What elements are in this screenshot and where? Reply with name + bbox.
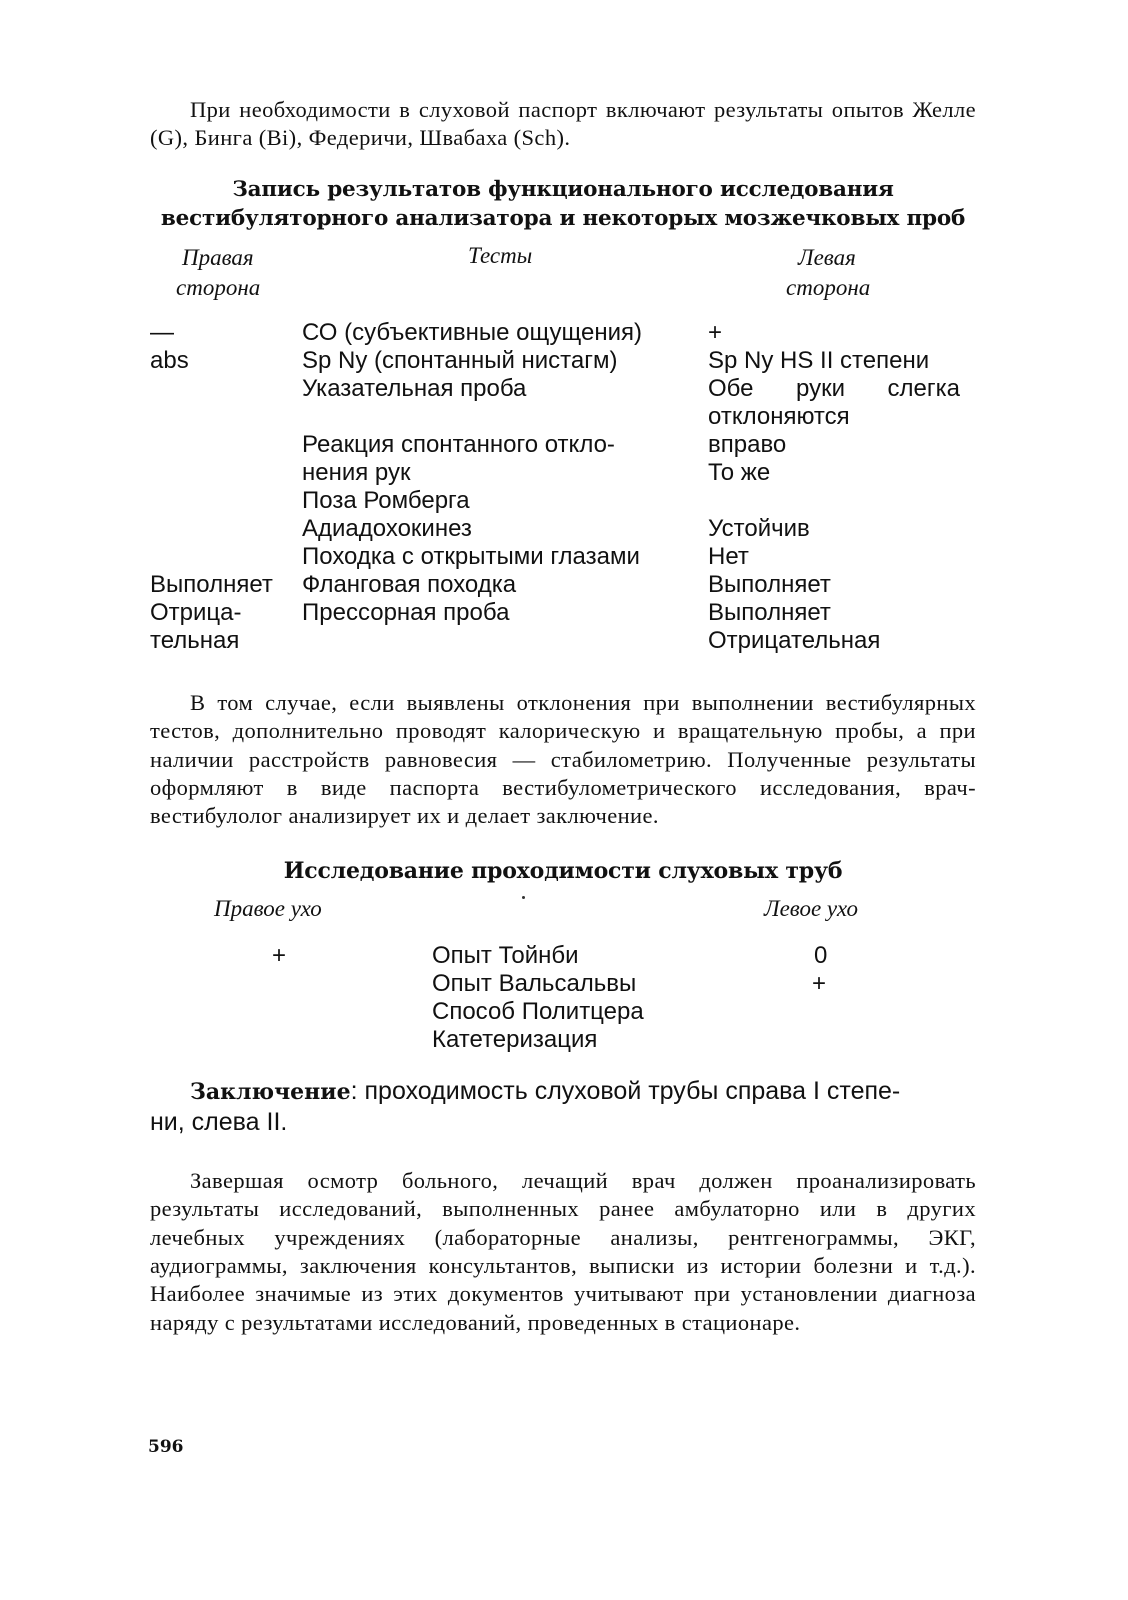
table-cell-left: Выполняет [708,598,831,626]
table-cell-test: Реакция спонтанного откло- [302,430,615,458]
tubes-title: Исследование проходимости слуховых труб [283,857,843,884]
tubes-cell-right: + [272,941,287,969]
vestibular-title-line2: вестибуляторного анализатора и некоторых мозжечковых проб [160,205,966,231]
table-cell-test: Адиадохокинез [302,514,472,542]
header-left-side-line1: Левая [798,244,856,270]
header-right-side-line2: сторона [176,274,261,300]
header-right-side [182,243,254,273]
table-cell-left: Выполняет [708,570,831,598]
table-cell-left: То же [708,458,771,486]
table-cell-right: Выполняет [150,570,273,598]
tubes-cell-test: Способ Политцера [432,997,644,1025]
table-cell-right: Отрица- [150,598,242,626]
intro-paragraph: При необходимости в слуховой паспорт включают результаты опытов Желле (G), Бинга (Bi), Федеричи, Швабаха (Sch). [150,97,976,151]
conclusion-text-line1: : проходимость слуховой трубы справа I степе- [350,1076,901,1105]
table-cell-right: тельная [150,626,240,654]
tubes-cell-left: + [812,969,827,997]
conclusion-text-line2: ни, слева II. [150,1107,288,1136]
table-cell-test: Sp Ny (спонтанный нистагм) [302,346,618,374]
table-cell-test: Фланговая походка [302,570,517,598]
header-tests: Тесты [468,242,533,268]
tubes-cell-left: 0 [814,941,828,969]
dot-mark [522,896,525,899]
vestibular-title-line1: Запись результатов функционального исследования [232,176,894,202]
conclusion-label: Заключение [190,1078,351,1105]
table-cell-right: abs [150,346,189,374]
vestibular-followup-paragraph: В том случае, если выявлены отклонения при выполнении вестибулярных тестов, дополнительно проводят калорическую и вращательную пробы, а при наличии расстройств равновесия — стабилометрию. Полученные результаты оформляют в виде паспорта вестибулометрического исследования, врач-вестибулолог анализирует их и делает заключение. [150,689,976,829]
table-cell-left: отклоняются [708,402,850,430]
final-paragraph: Завершая осмотр больного, лечащий врач должен проанализировать результаты исследований, выполненных ранее амбулаторно или в других лечебных учреждениях (лабораторные анализы, рентгенограммы, ЭКГ, аудиограммы, заключения консультантов, выписки из истории болезни и т.д.). Наиболее значимые из этих документов учитывают при установлении диагноза наряду с результатами исследований, проведенных в стационаре. [150,1167,976,1335]
table-cell-left: Sp Ny HS II степени [708,346,930,374]
table-cell-test: Прессорная проба [302,598,510,626]
table-cell-right: — [150,318,174,346]
table-cell-test: нения рук [302,458,411,486]
tubes-header [150,892,976,932]
document-page [150,96,976,1337]
conclusion [150,1076,976,1137]
table-cell-test: Поза Ромберга [302,486,470,514]
header-left-side-line2: сторона [786,274,871,300]
table-cell-left: Обе руки слегка [708,374,960,402]
tubes-cell-test: Опыт Вальсальвы [432,969,637,997]
tubes-cell-test: Опыт Тойнби [432,941,579,969]
table-cell-test: Указательная проба [302,374,527,402]
table-cell-left: + [708,318,723,346]
table-cell-left: Устойчив [708,514,810,542]
vestibular-table [150,319,976,659]
header-left-ear: Левое ухо [764,895,858,921]
table-cell-test: СО (субъективные ощущения) [302,318,642,346]
header-right-ear: Правое ухо [214,895,322,921]
header-right-side-line1: Правая [182,244,254,270]
tubes-table [150,942,976,1056]
table-cell-left: Нет [708,542,749,570]
page-number: 596 [148,1437,184,1457]
table-cell-left: Отрицательная [708,626,881,654]
tubes-cell-test: Катетеризация [432,1025,598,1053]
table-cell-left: вправо [708,430,787,458]
table-cell-test: Походка с открытыми глазами [302,542,640,570]
vestibular-header [150,237,976,303]
